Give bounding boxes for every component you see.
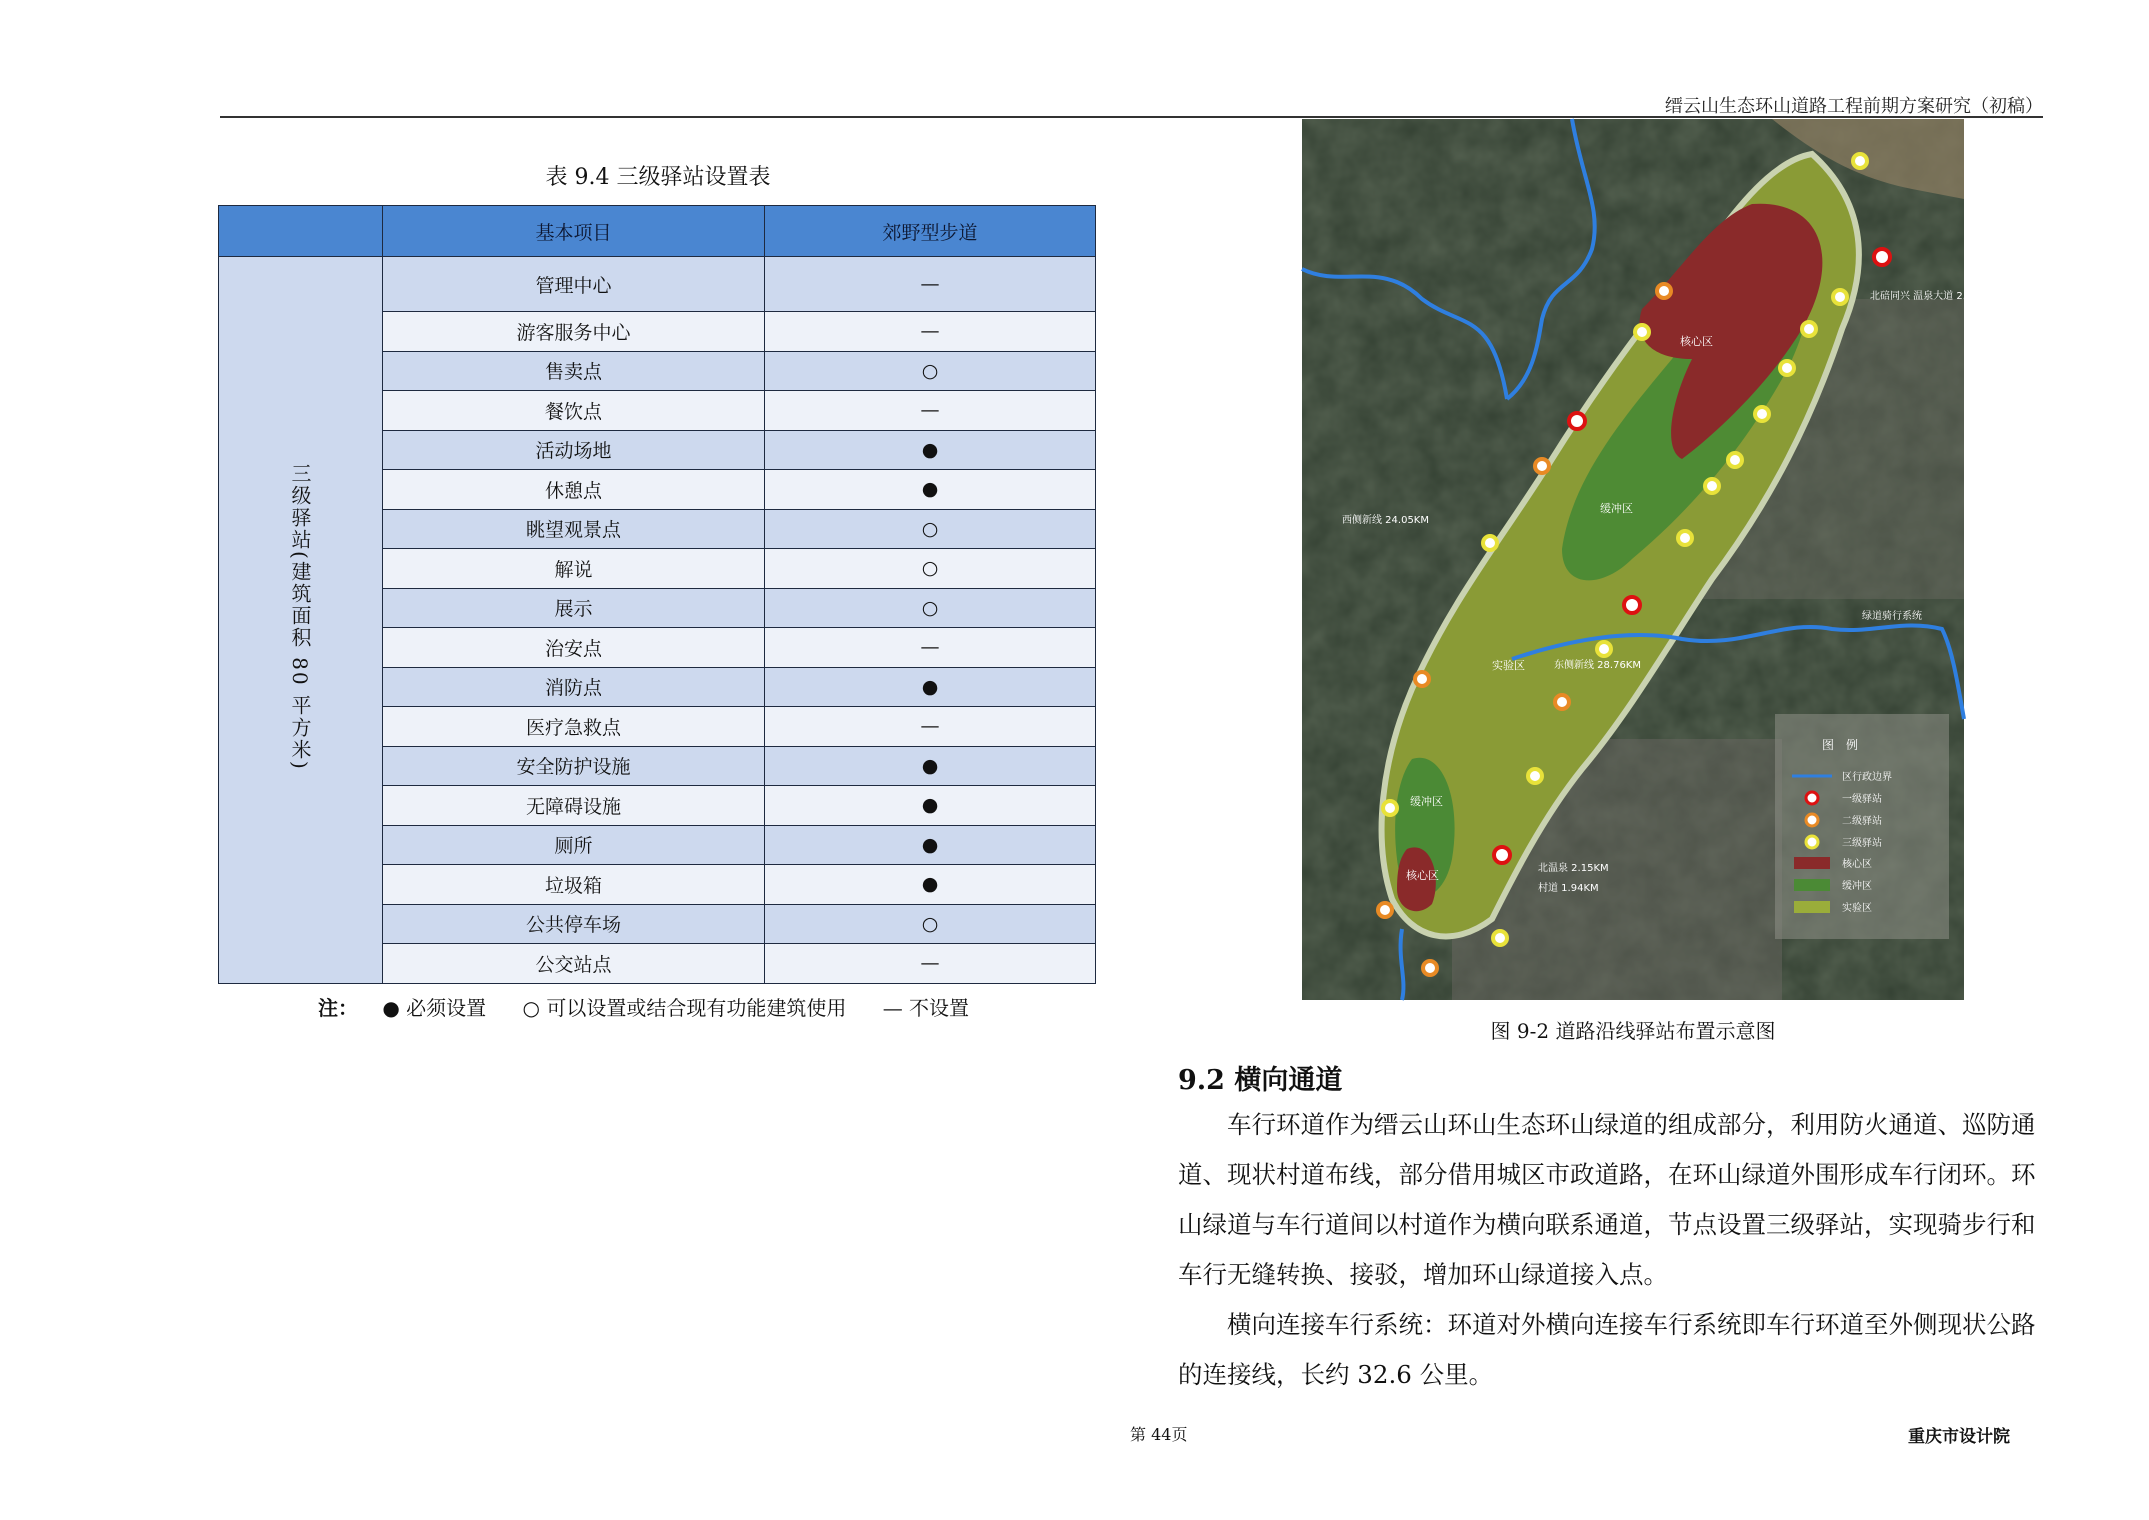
level-3-station-marker bbox=[1802, 322, 1816, 336]
legend-label-buffer: 缓冲区 bbox=[1842, 881, 1872, 892]
table-cell-mark: ● bbox=[765, 746, 1096, 786]
level-3-station-marker bbox=[1383, 801, 1397, 815]
table-cell-mark: ● bbox=[765, 825, 1096, 865]
legend-label-experiment: 实验区 bbox=[1842, 903, 1872, 914]
table-cell-mark: ○ bbox=[765, 588, 1096, 628]
note-optional: ○ 可以设置或结合现有功能建筑使用 bbox=[522, 996, 847, 1020]
table-cell-item: 管理中心 bbox=[383, 257, 765, 312]
table-cell-item: 公共停车场 bbox=[383, 904, 765, 944]
body-paragraph-1: 车行环道作为缙云山环山生态环山绿道的组成部分，利用防火通道、巡防通道、现状村道布线，部分借用城区市政道路，在环山绿道外围形成车行闭环。环山绿道与车行道间以村道作为横向联系通道，节点设置三级驿站，实现骑步行和车行无缝转换、接驳，增加环山绿道接入点。 bbox=[1178, 1110, 2036, 1289]
level-3-station-marker bbox=[1780, 361, 1794, 375]
table-caption: 表 9.4 三级驿站设置表 bbox=[545, 165, 771, 190]
table-row bbox=[219, 257, 1096, 312]
legend-swatch-experiment bbox=[1794, 901, 1830, 913]
table-side-label-cell bbox=[219, 257, 383, 984]
table-cell-mark: ○ bbox=[765, 351, 1096, 391]
map-label-road-south-1: 北温泉 2.15KM bbox=[1538, 863, 1609, 874]
legend-label-level-1: 一级驿站 bbox=[1842, 794, 1882, 805]
map-label-experiment: 实验区 bbox=[1492, 659, 1525, 672]
level-3-station-marker bbox=[1635, 325, 1649, 339]
note-required: ● 必须设置 bbox=[382, 996, 487, 1020]
level-3-station-marker bbox=[1528, 769, 1542, 783]
table-header-item: 基本项目 bbox=[383, 206, 765, 257]
level-2-station-marker bbox=[1657, 284, 1671, 298]
level-3-station-marker bbox=[1833, 290, 1847, 304]
table-note bbox=[318, 992, 969, 1021]
table-cell-item: 餐饮点 bbox=[383, 391, 765, 431]
table-cell-item: 消防点 bbox=[383, 667, 765, 707]
level-1-station-marker bbox=[1874, 249, 1890, 265]
table-cell-mark: — bbox=[765, 312, 1096, 352]
table-cell-item: 解说 bbox=[383, 549, 765, 589]
table-side-label: 三级驿站(建筑面积 80 平方米) bbox=[288, 463, 312, 772]
header-rule bbox=[220, 116, 2043, 118]
station-table bbox=[218, 205, 1096, 984]
table-cell-mark: ○ bbox=[765, 509, 1096, 549]
map-label-buffer-south: 缓冲区 bbox=[1410, 795, 1443, 808]
level-3-station-marker bbox=[1597, 642, 1611, 656]
table-cell-item: 游客服务中心 bbox=[383, 312, 765, 352]
map-legend bbox=[1775, 714, 1949, 939]
table-cell-item: 垃圾箱 bbox=[383, 865, 765, 905]
section-title: 9.2 横向通道 bbox=[1178, 1065, 1343, 1096]
level-1-station-marker bbox=[1569, 413, 1585, 429]
level-2-station-marker bbox=[1378, 903, 1392, 917]
legend-label-boundary: 区行政边界 bbox=[1842, 772, 1892, 783]
level-2-station-marker bbox=[1555, 695, 1569, 709]
table-cell-item: 治安点 bbox=[383, 628, 765, 668]
map-label-road-west: 西侧新线 24.05KM bbox=[1342, 515, 1429, 526]
table-cell-item: 展示 bbox=[383, 588, 765, 628]
map-legend-title: 图 例 bbox=[1822, 738, 1859, 752]
table-cell-mark: — bbox=[765, 707, 1096, 747]
map-label-buffer-north: 缓冲区 bbox=[1600, 502, 1633, 515]
table-cell-mark: ● bbox=[765, 430, 1096, 470]
table-cell-mark: ● bbox=[765, 667, 1096, 707]
legend-swatch-level-1 bbox=[1806, 792, 1818, 804]
table-cell-mark: ○ bbox=[765, 549, 1096, 589]
map-label-core-south: 核心区 bbox=[1406, 869, 1439, 882]
map-label-road-east: 东侧新线 28.76KM bbox=[1554, 660, 1641, 671]
section-body bbox=[1178, 1100, 2040, 1400]
legend-label-core: 核心区 bbox=[1842, 859, 1872, 870]
table-cell-mark: — bbox=[765, 628, 1096, 668]
level-3-station-marker bbox=[1728, 453, 1742, 467]
page-number: 第 44页 bbox=[1130, 1425, 1188, 1444]
table-cell-mark: — bbox=[765, 391, 1096, 431]
table-cell-item: 安全防护设施 bbox=[383, 746, 765, 786]
level-3-station-marker bbox=[1483, 536, 1497, 550]
note-label: 注： bbox=[318, 996, 358, 1020]
legend-label-level-2: 二级驿站 bbox=[1842, 816, 1882, 827]
table-cell-item: 厕所 bbox=[383, 825, 765, 865]
figure-caption: 图 9-2 道路沿线驿站布置示意图 bbox=[1490, 1019, 1776, 1043]
station-layout-map bbox=[1302, 119, 1988, 1000]
table-header-trail-type: 郊野型步道 bbox=[765, 206, 1096, 257]
map-label-road-south-2: 村道 1.94KM bbox=[1538, 883, 1599, 894]
table-cell-item: 无障碍设施 bbox=[383, 786, 765, 826]
table-header-row bbox=[219, 206, 1096, 257]
document-header-title: 缙云山生态环山道路工程前期方案研究（初稿） bbox=[1665, 96, 2043, 117]
table-cell-item: 公交站点 bbox=[383, 944, 765, 984]
level-3-station-marker bbox=[1705, 479, 1719, 493]
body-paragraph-2: 横向连接车行系统：环道对外横向连接车行系统即车行环道至外侧现状公路的连接线，长约 32.6 公里。 bbox=[1178, 1310, 2036, 1389]
table-header-blank bbox=[219, 206, 383, 257]
table-cell-mark: — bbox=[765, 944, 1096, 984]
table-cell-mark: ○ bbox=[765, 904, 1096, 944]
level-1-station-marker bbox=[1624, 597, 1640, 613]
legend-swatch-level-3 bbox=[1806, 836, 1818, 848]
level-1-station-marker bbox=[1494, 847, 1510, 863]
map-label-greenway: 绿道骑行系统 bbox=[1862, 611, 1922, 622]
level-3-station-marker bbox=[1755, 407, 1769, 421]
level-3-station-marker bbox=[1493, 931, 1507, 945]
footer-organization: 重庆市设计院 bbox=[1908, 1427, 2010, 1447]
map-label-road-north: 北碚同兴 温泉大道 2.5KM bbox=[1870, 291, 1988, 302]
table-cell-mark: ● bbox=[765, 786, 1096, 826]
legend-label-level-3: 三级驿站 bbox=[1842, 838, 1882, 849]
table-cell-item: 活动场地 bbox=[383, 430, 765, 470]
level-2-station-marker bbox=[1415, 672, 1429, 686]
note-not-set: — 不设置 bbox=[882, 996, 970, 1020]
table-cell-item: 售卖点 bbox=[383, 351, 765, 391]
map-label-core-north: 核心区 bbox=[1680, 335, 1713, 348]
legend-swatch-level-2 bbox=[1806, 814, 1818, 826]
table-cell-item: 医疗急救点 bbox=[383, 707, 765, 747]
table-cell-mark: ● bbox=[765, 865, 1096, 905]
table-cell-mark: ● bbox=[765, 470, 1096, 510]
table-cell-item: 眺望观景点 bbox=[383, 509, 765, 549]
level-3-station-marker bbox=[1853, 154, 1867, 168]
level-2-station-marker bbox=[1535, 459, 1549, 473]
table-cell-item: 休憩点 bbox=[383, 470, 765, 510]
level-2-station-marker bbox=[1423, 961, 1437, 975]
table-cell-mark: — bbox=[765, 257, 1096, 312]
legend-swatch-buffer bbox=[1794, 879, 1830, 891]
level-3-station-marker bbox=[1678, 531, 1692, 545]
legend-swatch-core bbox=[1794, 857, 1830, 869]
